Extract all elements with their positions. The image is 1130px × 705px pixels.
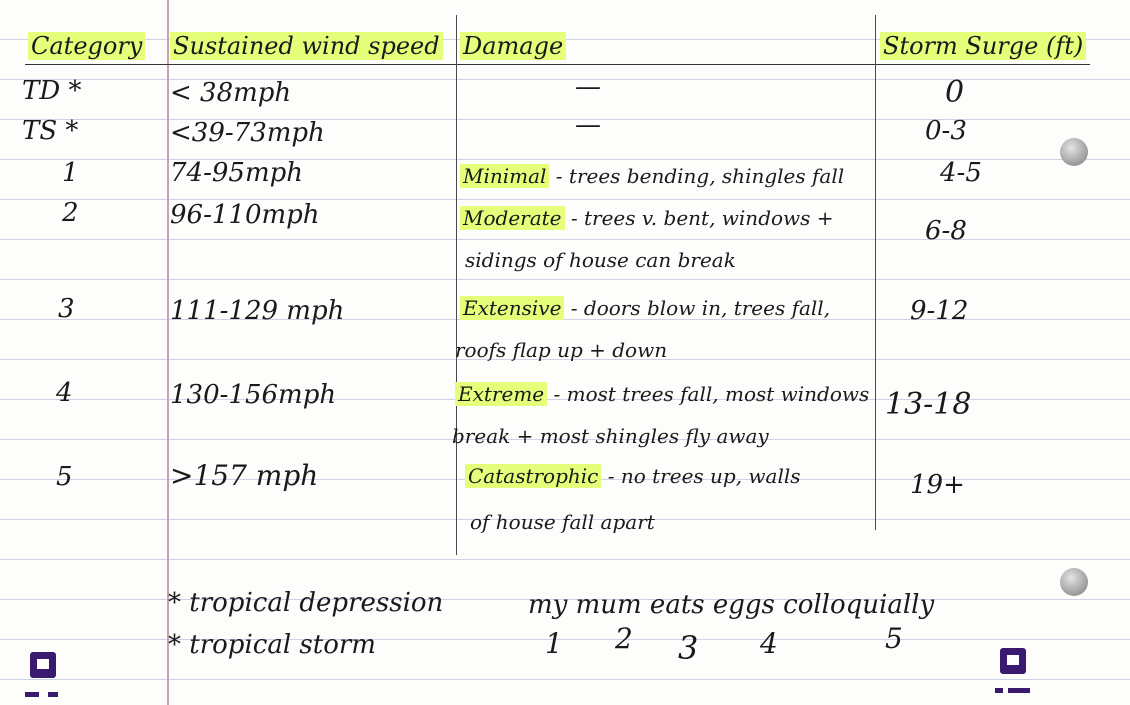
column-divider-damage <box>456 15 457 555</box>
row-wind: 111-129 mph <box>170 296 345 326</box>
header-wind: Sustained wind speed <box>170 34 443 58</box>
brand-logo-bar <box>25 692 39 697</box>
header-underline <box>25 64 1090 65</box>
row-damage-cont: sidings of house can break <box>465 248 736 272</box>
punch-hole-upper <box>1060 138 1088 166</box>
row-surge: 13-18 <box>885 387 972 422</box>
row-category: 4 <box>56 378 73 408</box>
brand-logo-icon <box>1000 648 1026 674</box>
row-wind: 74-95mph <box>170 158 303 188</box>
mnemonic: my mum eats eggs colloquially <box>528 590 935 620</box>
row-surge: 19+ <box>910 470 965 500</box>
row-damage: Catastrophic - no trees up, walls <box>465 466 801 486</box>
row-wind: >157 mph <box>170 459 319 492</box>
mnemonic-number: 5 <box>885 622 903 655</box>
mnemonic-number: 3 <box>678 629 699 667</box>
mnemonic-number: 1 <box>545 627 563 660</box>
mnemonic-number: 2 <box>615 622 633 655</box>
row-damage: Minimal - trees bending, shingles fall <box>460 166 844 186</box>
row-wind: 130-156mph <box>170 380 337 410</box>
row-category: 2 <box>62 198 79 228</box>
row-damage: Extensive - doors blow in, trees fall, <box>460 298 830 318</box>
row-wind: < 38mph <box>170 78 292 108</box>
punch-hole-lower <box>1060 568 1088 596</box>
row-category: 1 <box>62 158 79 188</box>
row-damage-cont: roofs flap up + down <box>455 338 668 362</box>
note-tropical-depression: * tropical depression <box>168 588 444 618</box>
row-surge: 6-8 <box>925 216 967 246</box>
row-surge: 0-3 <box>925 116 967 146</box>
brand-logo-icon <box>30 652 56 678</box>
brand-logo-bar <box>48 692 58 697</box>
row-category: TS * <box>22 116 79 146</box>
header-category: Category <box>28 34 145 58</box>
mnemonic-number: 4 <box>760 627 778 660</box>
header-damage: Damage <box>460 34 566 58</box>
row-wind: <39-73mph <box>170 118 325 148</box>
row-category: TD * <box>22 76 82 106</box>
brand-logo-bar <box>1008 688 1030 693</box>
row-damage: Moderate - trees v. bent, windows + <box>460 208 834 228</box>
row-surge: 0 <box>945 75 965 110</box>
row-category: 5 <box>56 462 73 492</box>
row-surge: 4-5 <box>940 158 982 188</box>
row-damage: Extreme - most trees fall, most windows <box>455 384 869 404</box>
row-damage-cont: break + most shingles fly away <box>452 424 769 448</box>
row-damage-cont: of house fall apart <box>470 510 655 534</box>
row-category: 3 <box>58 294 75 324</box>
row-wind: 96-110mph <box>170 200 320 230</box>
row-damage: — <box>575 72 601 102</box>
note-tropical-storm: * tropical storm <box>168 630 376 660</box>
header-surge: Storm Surge (ft) <box>880 34 1086 58</box>
column-divider-surge <box>875 15 876 530</box>
brand-logo-bar <box>995 688 1003 693</box>
row-surge: 9-12 <box>910 296 969 326</box>
row-damage: — <box>575 110 601 140</box>
